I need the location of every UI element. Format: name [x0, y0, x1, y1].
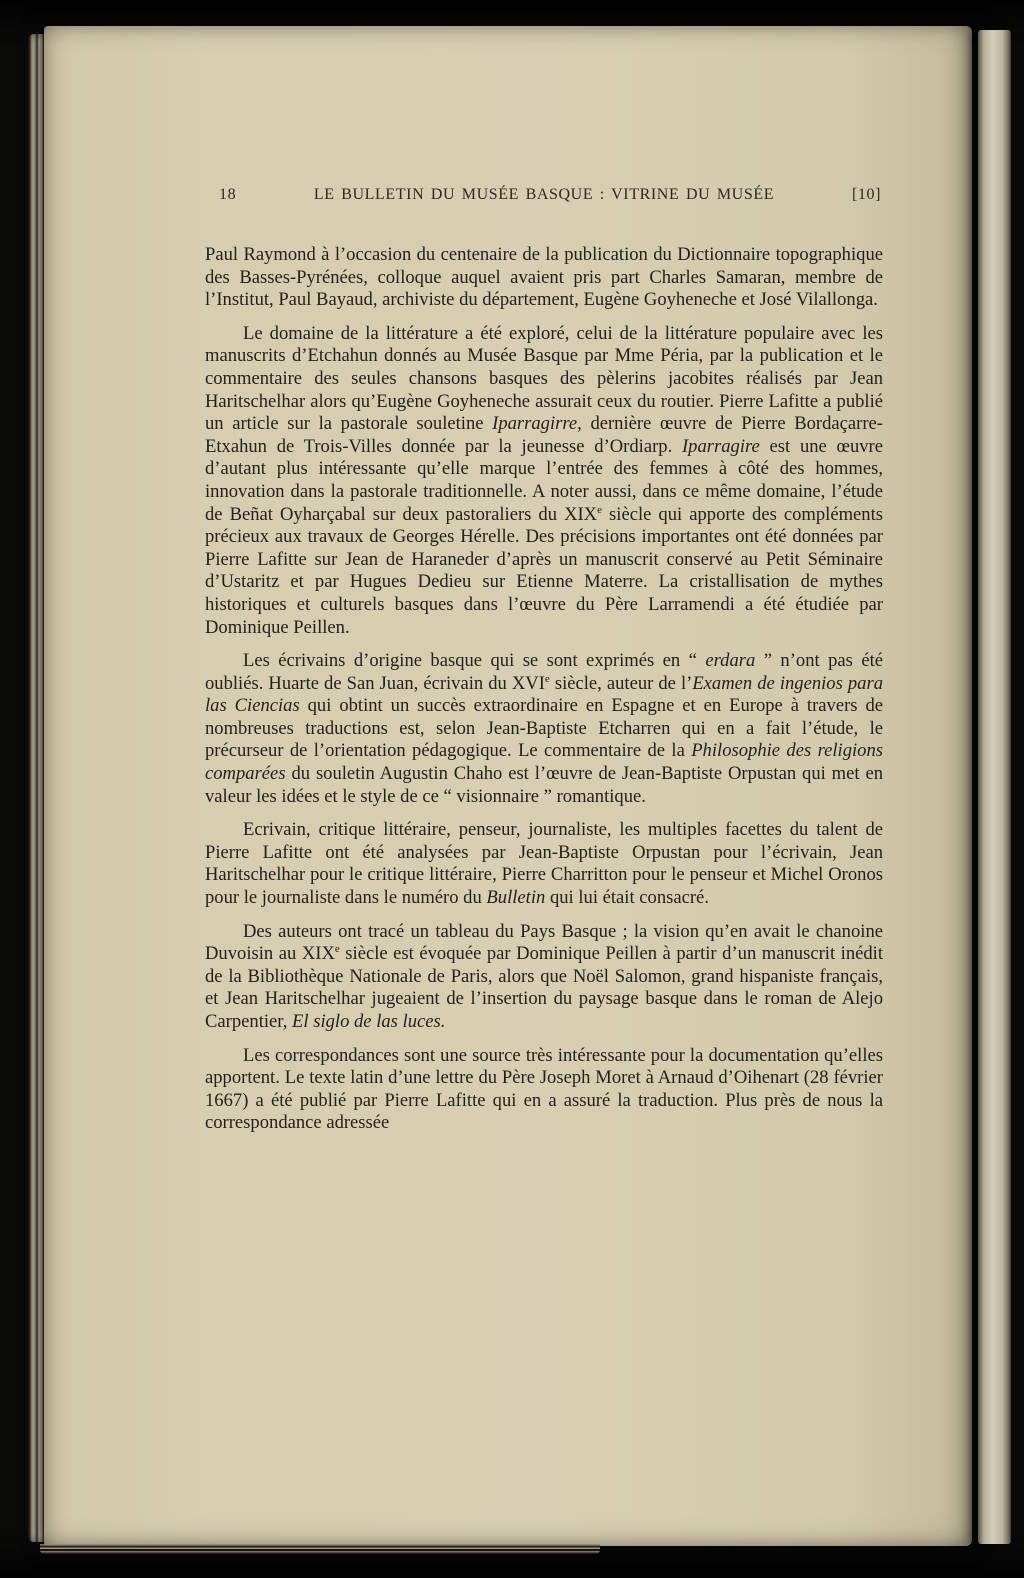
text-segment-italic: Examen de ingenios para las Ciencias: [205, 672, 883, 717]
text-segment-sup: e: [544, 672, 550, 685]
text-segment-normal: siècle, auteur de l’: [549, 672, 693, 694]
paragraph: [205, 323, 883, 639]
text-segment-italic: erdara: [705, 650, 756, 672]
text-segment-italic: El siglo de las luces.: [292, 1011, 446, 1032]
text-segment-sup: e: [334, 943, 340, 956]
text-segment-normal: Des auteurs ont tracé un tableau du Pays Basque ; la vision qu’en avait le chanoine Duvoisin au XIX: [205, 920, 883, 965]
page-body: [205, 244, 883, 1135]
text-segment-normal: Ecrivain, critique littéraire, penseur, journaliste, les multiples facettes du talent de Pierre Lafitte ont été analysées par Jean-Baptiste Orpustan pour l’écrivain, Jean Haritschelhar pour le critique littéraire, Pierre Charritton pour le penseur et Michel Oronos pour le journaliste dans le numéro du: [205, 819, 883, 909]
facing-page-edge: [978, 30, 1011, 1544]
paragraph: [205, 244, 883, 312]
text-segment-normal: qui lui était consacré.: [545, 887, 709, 909]
bottom-page-stack-edges: [40, 1544, 600, 1554]
text-segment-normal: Paul Raymond à l’occasion du centenaire de la publication du Dictionnaire topographique des Basses-Pyrénées, colloque auquel avaient pris part Charles Samaran, membre de l’Institut, Paul Bayaud, archiviste du département, Eugène Goyheneche et José Vilallonga.: [205, 244, 883, 311]
book-page: [44, 26, 972, 1546]
paragraph: [205, 921, 883, 1034]
running-title: LE BULLETIN DU MUSÉE BASQUE : VITRINE DU MUSÉE: [313, 186, 775, 203]
text-segment-italic: Iparragire: [681, 435, 760, 457]
text-segment-normal: Les correspondances sont une source très intéressante pour la documentation qu’elles apportent. Le texte latin d’une lettre du Père Joseph Moret à Arnaud d’Oihenart (28 février 1667) a été publié par Pierre Lafitte qui en a assuré la traduction. Plus près de nous la correspondance adressée: [205, 1044, 883, 1134]
text-segment-italic: Bulletin: [486, 887, 546, 909]
text-segment-normal: qui obtint un succès extraordinaire en Espagne et en Europe à travers de nombreuses traductions est, selon Jean-Baptiste Etcharren qui en a fait l’étude, le précurseur de l’orientation pédagogique. Le commentaire de la: [205, 695, 883, 762]
paragraph: [205, 650, 883, 808]
text-segment-normal: ” n’ont pas été oubliés. Huarte de San Juan, écrivain du XVI: [205, 650, 883, 694]
running-header: [205, 186, 883, 216]
text-segment-normal: siècle qui apporte des compléments précieux aux travaux de Georges Hérelle. Des précisions importantes ont été données par Pierre Lafitte sur Jean de Haraneder d’après un manuscrit conservé au Petit Séminaire d’Ustaritz et par Hugues Dedieu sur Etienne Materre. La cristallisation de mythes historiques et culturels basques dans l’œuvre du Père Larramendi a été étudiée par Dominique Peillen.: [205, 503, 883, 638]
text-segment-sup: e: [597, 503, 603, 516]
paragraph: [205, 819, 883, 909]
text-segment-normal: siècle est évoquée par Dominique Peillen à partir d’un manuscrit inédit de la Bibliothèque Nationale de Paris, alors que Noël Salomon, grand hispaniste français, et Jean Haritschelhar jugeaient de l’insertion du paysage basque dans le roman de Alejo Carpentier,: [205, 943, 884, 1032]
text-segment-italic: Philosophie des religions comparées: [205, 740, 883, 785]
text-segment-normal: Le domaine de la littérature a été exploré, celui de la littérature populaire avec les manuscrits d’Etchahun donnés au Musée Basque par Mme Péria, par la publication et le commentaire des seules chansons basques des pèlerins jacobites réalisés par Jean Haritschelhar alors qu’Eugène Goyheneche assurait ceux du routier. Pierre Lafitte a publié un article sur la pastorale souletine: [205, 322, 883, 435]
paragraph: [205, 1045, 883, 1135]
text-segment-normal: Les écrivains d’origine basque qui se sont exprimés en “: [243, 650, 706, 672]
text-segment-italic: Iparragirre,: [492, 413, 582, 435]
folio-marker: [10]: [851, 186, 881, 203]
page-number: 18: [219, 186, 237, 203]
text-segment-normal: est une œuvre d’autant plus intéressante qu’elle marque l’entrée des femmes à côté des hommes, innovation dans la pastorale traditionnelle. A noter aussi, dans ce même domaine, l’étude de Beñat Oyharçabal sur deux pastoraliers du XIX: [205, 435, 883, 525]
text-segment-normal: dernière œuvre de Pierre Bordaçarre-Etxahun de Trois-Villes donnée par la jeunesse d’Ordiarp.: [205, 413, 883, 457]
text-segment-normal: du souletin Augustin Chaho est l’œuvre de Jean-Baptiste Orpustan qui met en valeur les idées et le style de ce “ visionnaire ” romantique.: [205, 763, 883, 807]
page-content: [205, 186, 883, 1146]
